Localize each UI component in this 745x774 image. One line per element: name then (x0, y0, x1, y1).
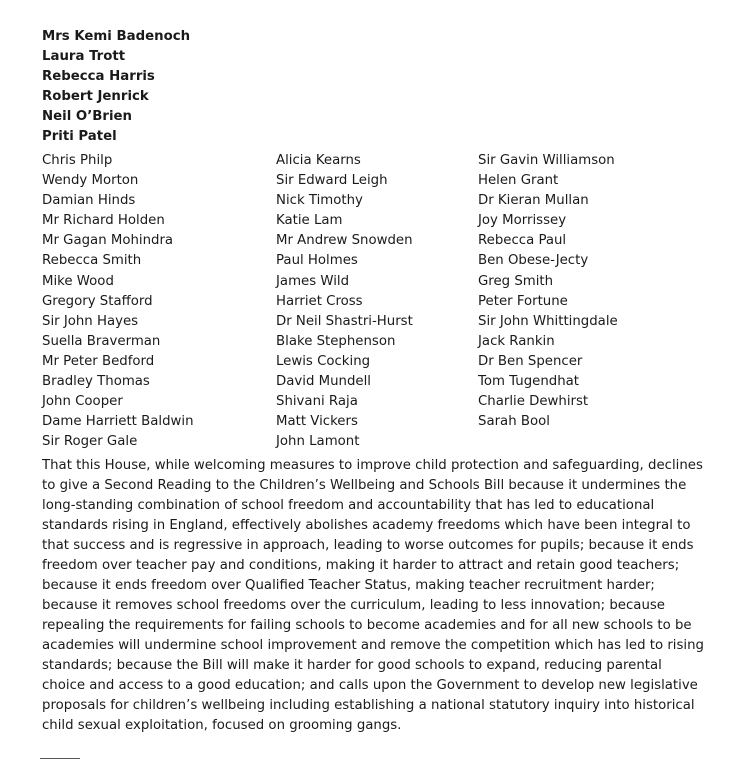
supporter-name: David Mundell (276, 374, 371, 390)
supporter-name: Wendy Morton (42, 173, 139, 189)
supporter-name: Greg Smith (478, 273, 554, 289)
supporters-column-3 (478, 151, 618, 432)
supporter-name: Paul Holmes (276, 253, 358, 269)
supporter-name: Dr Neil Shastri-Hurst (276, 313, 413, 329)
motion-line: child sexual exploitation, focused on grooming gangs. (42, 718, 402, 733)
supporter-name: Sir John Whittingdale (478, 313, 618, 329)
supporter-name: John Cooper (42, 394, 123, 410)
supporter-name: Alicia Kearns (276, 153, 361, 168)
lead-member-name: Priti Patel (42, 129, 117, 144)
lead-members-list (42, 27, 190, 147)
supporter-name: Joy Morrissey (478, 213, 567, 229)
lead-member-name: Rebecca Harris (42, 69, 155, 84)
supporter-name: Damian Hinds (42, 193, 136, 209)
supporter-name: Mr Peter Bedford (42, 353, 155, 369)
supporter-name: Nick Timothy (276, 193, 363, 209)
supporter-name: Shivani Raja (276, 394, 358, 410)
motion-line: repealing the requirements for failing schools to become academies and for all new schools to be (42, 618, 692, 633)
motion-line: choice and access to a good education; and calls upon the Government to develop new legislative (42, 678, 698, 693)
supporter-name: Tom Tugendhat (478, 374, 579, 390)
supporter-name: Katie Lam (276, 213, 343, 229)
lead-member-name: Robert Jenrick (42, 89, 149, 104)
supporter-name: Mr Richard Holden (42, 213, 165, 229)
supporter-name: Bradley Thomas (42, 374, 150, 390)
motion-line: because it removes school freedoms over the curriculum, leading to less innovation; because (42, 598, 665, 613)
supporter-name: Dame Harriett Baldwin (42, 414, 194, 430)
supporter-name: Blake Stephenson (276, 333, 396, 349)
supporter-name: Peter Fortune (478, 293, 568, 309)
supporter-name: James Wild (276, 273, 350, 289)
motion-line: standards rising in England, effectively abolishes academy freedoms which have been integral to (42, 518, 691, 533)
supporter-name: Sir John Hayes (42, 313, 139, 329)
lead-member-name: Laura Trott (42, 49, 126, 64)
supporter-name: Sarah Bool (478, 414, 550, 430)
supporters-column-1 (42, 151, 194, 452)
supporter-name: Helen Grant (478, 173, 559, 189)
lead-member-name: Neil O’Brien (42, 109, 132, 124)
supporter-name: Charlie Dewhirst (478, 394, 589, 410)
motion-line: proposals for children’s wellbeing including establishing a national statutory inquiry into historical (42, 698, 695, 713)
supporter-name: Chris Philp (42, 153, 113, 168)
supporter-name: Dr Ben Spencer (478, 353, 583, 369)
end-rule-divider (40, 758, 80, 759)
supporter-name: Sir Gavin Williamson (478, 153, 615, 168)
motion-line: standards; because the Bill will make it harder for good schools to expand, reducing parental (42, 658, 662, 673)
supporter-name: Rebecca Paul (478, 233, 567, 249)
supporter-name: Suella Braverman (42, 333, 161, 349)
supporter-name: Gregory Stafford (42, 293, 153, 309)
supporter-name: John Lamont (276, 434, 360, 450)
supporters-column-2 (276, 151, 413, 452)
motion-text (42, 456, 722, 736)
supporter-name: Sir Roger Gale (42, 434, 138, 450)
motion-line: freedom over teacher pay and conditions, making it harder to attract and retain good teachers; (42, 558, 680, 573)
motion-line: academies will undermine school improvement and remove the competition which has led to rising (42, 638, 704, 653)
supporter-name: Lewis Cocking (276, 353, 371, 369)
supporter-name: Jack Rankin (478, 333, 555, 349)
supporter-name: Harriet Cross (276, 293, 363, 309)
supporter-name: Mr Andrew Snowden (276, 233, 413, 249)
supporter-name: Matt Vickers (276, 414, 358, 430)
motion-line: long-standing combination of school freedom and accountability that has led to educational (42, 498, 655, 513)
supporter-name: Mr Gagan Mohindra (42, 233, 174, 249)
supporter-name: Ben Obese-Jecty (478, 253, 589, 269)
supporter-name: Mike Wood (42, 273, 114, 289)
supporter-name: Sir Edward Leigh (276, 173, 388, 189)
supporter-name: Dr Kieran Mullan (478, 193, 589, 209)
motion-line: to give a Second Reading to the Children’s Wellbeing and Schools Bill because it undermines the (42, 478, 687, 493)
supporter-name: Rebecca Smith (42, 253, 142, 269)
motion-line: That this House, while welcoming measures to improve child protection and safeguarding, declines (42, 458, 703, 473)
lead-member-name: Mrs Kemi Badenoch (42, 29, 191, 44)
motion-line: that success and is regressive in approach, leading to worse outcomes for pupils; because it ends (42, 538, 694, 553)
motion-line: because it ends freedom over Qualified Teacher Status, making teacher recruitment harder; (42, 578, 655, 593)
